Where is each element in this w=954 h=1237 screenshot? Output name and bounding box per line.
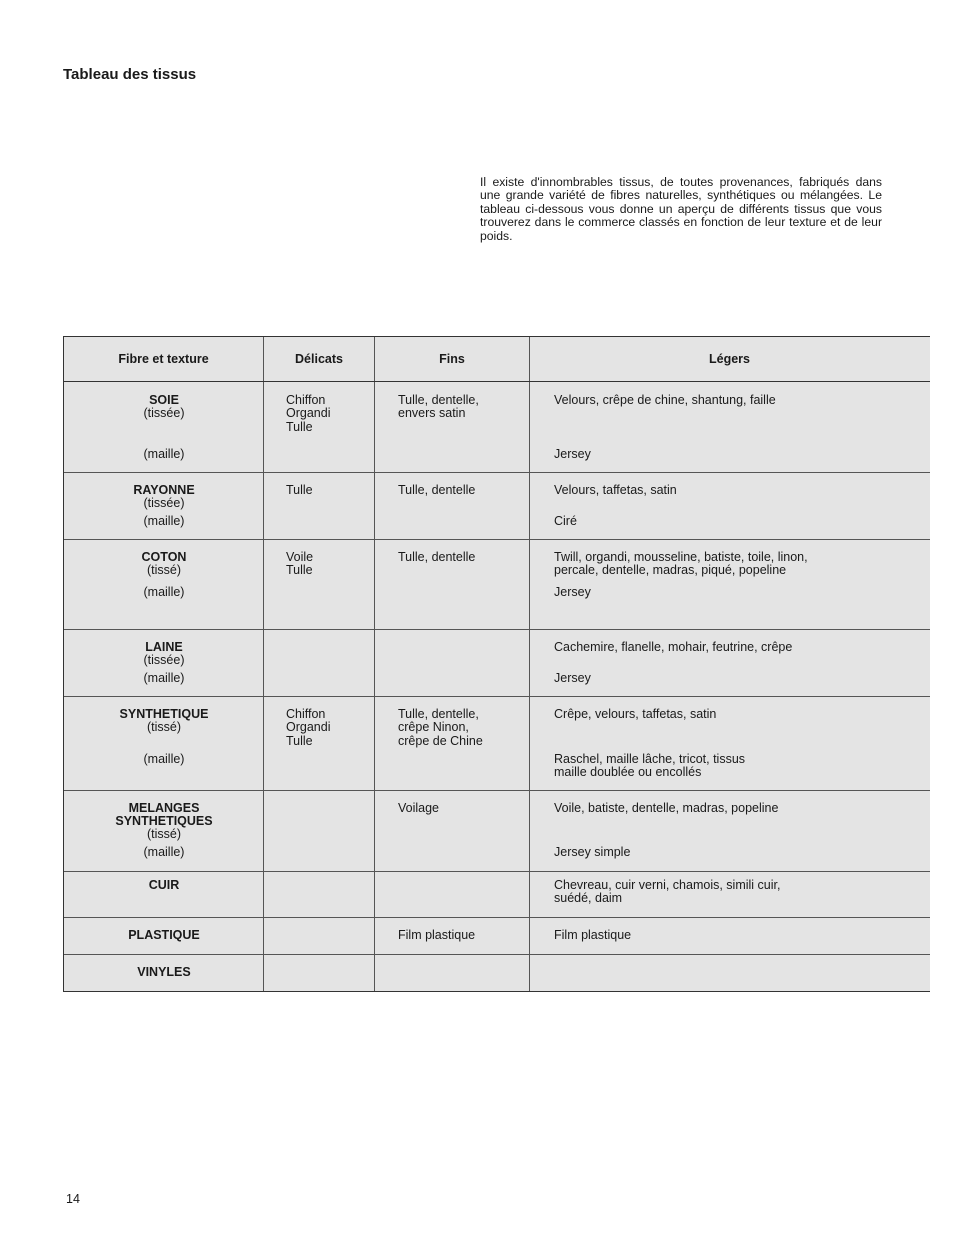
legers-woven-text: Cachemire, flanelle, mohair, feutrine, crêpe <box>554 640 793 654</box>
fins-text: Tulle, dentelle <box>398 550 476 564</box>
legers-text: Film plastique <box>554 928 632 942</box>
delicats-text: Chiffon Organdi Tulle <box>286 393 331 434</box>
legers-text: Chevreau, cuir verni, chamois, simili cuir, suédé, daim <box>554 878 781 906</box>
fibre-name: MELANGES SYNTHETIQUES <box>115 801 213 829</box>
legers-woven-text: Twill, organdi, mousseline, batiste, toile, linon, percale, dentelle, madras, piqué, popeline <box>554 550 808 578</box>
fibre-name: PLASTIQUE <box>128 928 200 942</box>
fins-text: Tulle, dentelle <box>398 483 476 497</box>
texture-woven: (tissée) <box>143 496 185 510</box>
fibre-name: SOIE <box>149 393 179 407</box>
fabric-table <box>63 336 930 992</box>
page-title: Tableau des tissus <box>63 66 197 83</box>
texture-woven: (tissé) <box>146 563 182 577</box>
table-header <box>64 337 930 382</box>
table-row-laine <box>64 630 930 697</box>
fins-text: Film plastique <box>398 928 476 942</box>
table-row-melanges <box>64 791 930 872</box>
delicats-text: Chiffon Organdi Tulle <box>286 707 331 748</box>
fins-text: Tulle, dentelle, envers satin <box>398 393 479 421</box>
fibre-name: RAYONNE <box>133 483 195 497</box>
header-fibre-texture: Fibre et texture <box>64 337 264 381</box>
header-fins: Fins <box>375 337 530 381</box>
header-delicats: Délicats <box>264 337 375 381</box>
fibre-name: LAINE <box>145 640 183 654</box>
delicats-text: Tulle <box>286 483 313 497</box>
texture-knit: (maille) <box>143 447 185 461</box>
table-row-synthetique <box>64 697 930 791</box>
texture-knit: (maille) <box>143 671 185 685</box>
fibre-name: COTON <box>141 550 187 564</box>
table-row-cuir <box>64 872 930 918</box>
table-row-rayonne <box>64 473 930 540</box>
texture-woven: (tissée) <box>143 653 185 667</box>
texture-knit: (maille) <box>143 585 185 599</box>
legers-knit-text: Jersey simple <box>554 845 631 859</box>
legers-woven-text: Velours, taffetas, satin <box>554 483 677 497</box>
page-number: 14 <box>66 1192 80 1206</box>
header-legers: Légers <box>709 352 750 366</box>
intro-paragraph: Il existe d'innombrables tissus, de toutes provenances, fabriqués dans une grande variété de fibres naturelles, synthétiques ou mélangées. Le tableau ci-dessous vous donne un aperçu de différents tissus que vous trouverez dans le commerce classés en fonction de leur texture et de leur poids. <box>480 175 882 243</box>
legers-knit-text: Jersey <box>554 671 591 685</box>
fibre-name: VINYLES <box>137 965 191 979</box>
legers-knit-text: Jersey <box>554 447 591 461</box>
texture-knit: (maille) <box>143 514 185 528</box>
legers-knit-text: Jersey <box>554 585 591 599</box>
texture-woven: (tissée) <box>143 406 185 420</box>
delicats-text: Voile Tulle <box>286 550 314 578</box>
fibre-name: SYNTHETIQUE <box>119 707 209 721</box>
legers-knit-text: Raschel, maille lâche, tricot, tissus maille doublée ou encollés <box>554 752 746 780</box>
texture-woven: (tissé) <box>146 827 182 841</box>
table-row-plastique <box>64 918 930 955</box>
table-row-vinyles <box>64 955 930 991</box>
table-row-coton <box>64 540 930 630</box>
legers-woven-text: Crêpe, velours, taffetas, satin <box>554 707 717 721</box>
fibre-name: CUIR <box>148 878 180 892</box>
texture-knit: (maille) <box>143 752 185 766</box>
legers-knit-text: Ciré <box>554 514 577 528</box>
legers-woven-text: Voile, batiste, dentelle, madras, popeline <box>554 801 779 815</box>
texture-knit: (maille) <box>143 845 185 859</box>
texture-woven: (tissé) <box>146 720 182 734</box>
table-row-soie <box>64 382 930 473</box>
fins-text: Tulle, dentelle, crêpe Ninon, crêpe de Chine <box>398 707 483 748</box>
legers-woven-text: Velours, crêpe de chine, shantung, faille <box>554 393 776 407</box>
fins-text: Voilage <box>398 801 440 815</box>
